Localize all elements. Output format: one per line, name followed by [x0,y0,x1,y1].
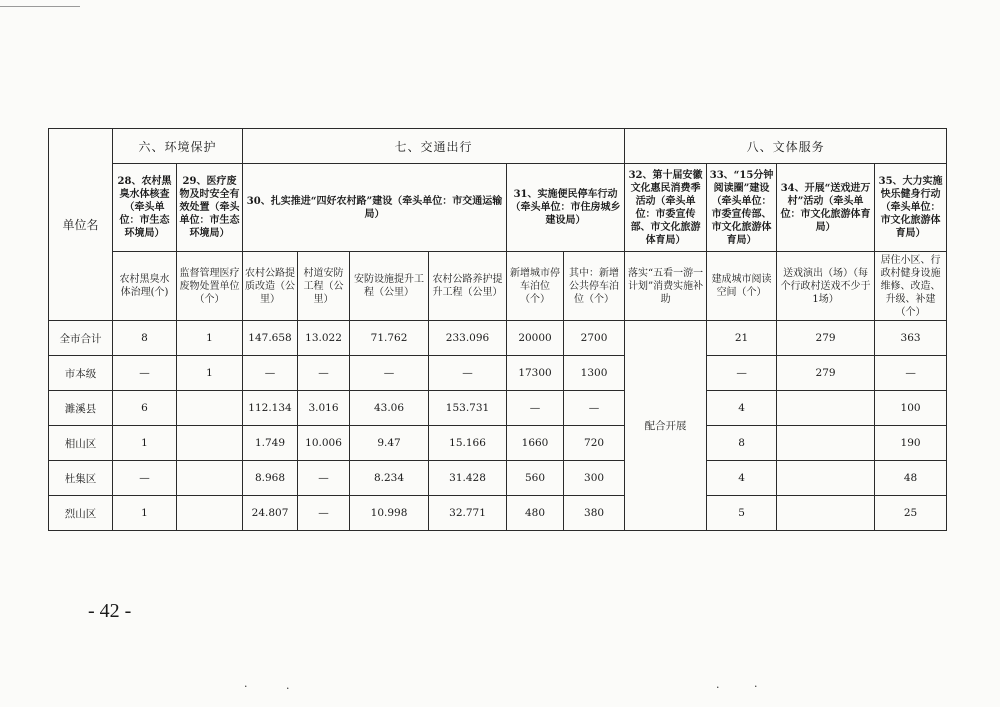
table-cell [777,461,875,496]
table-row [49,321,947,356]
table-cell [777,391,875,426]
table-cell: 17300 [507,356,564,391]
table-cell: 32.771 [429,496,507,531]
table-cell: — [875,356,947,391]
category-culture: 八、文体服务 [625,129,947,164]
table-cell: 6 [113,391,177,426]
table-cell: 8 [707,426,777,461]
page-number: - 42 - [88,600,132,622]
table-cell: 2700 [564,321,625,356]
table-cell [177,391,243,426]
table-cell: 363 [875,321,947,356]
table-cell: 1.749 [243,426,298,461]
scan-speck: · [286,682,290,695]
task-header-row [49,164,947,252]
table-cell: 279 [777,356,875,391]
scan-speck: · [754,680,758,693]
row-label: 烈山区 [49,496,113,531]
table-row [49,391,947,426]
category-environment: 六、环境保护 [113,129,243,164]
indicator-header: 农村黑臭水体治理(个) [113,252,177,321]
table-cell: 279 [777,321,875,356]
table-cell: 48 [875,461,947,496]
table-row [49,496,947,531]
row-label: 全市合计 [49,321,113,356]
scan-speck: · [244,680,248,693]
table-cell: 480 [507,496,564,531]
table-cell: 100 [875,391,947,426]
top-rule [0,6,80,7]
table-cell: 24.807 [243,496,298,531]
row-label: 相山区 [49,426,113,461]
indicator-header: 建成城市阅读空间（个） [707,252,777,321]
indicator-header: 农村公路养护提升工程（公里） [429,252,507,321]
table-cell: 112.134 [243,391,298,426]
table-cell: 10.998 [350,496,429,531]
table-cell: 1 [177,356,243,391]
table-cell: — [243,356,298,391]
table-cell: — [707,356,777,391]
unit-column-header: 单位名 [49,129,113,321]
indicator-header: 安防设施提升工程（公里） [350,252,429,321]
table-cell: — [113,356,177,391]
table-cell: 147.658 [243,321,298,356]
row-label: 市本级 [49,356,113,391]
merged-note-cell: 配合开展 [625,321,707,531]
table-cell: — [298,356,350,391]
table-cell [777,426,875,461]
table-cell: — [350,356,429,391]
table-cell [777,496,875,531]
table-cell [177,496,243,531]
table-cell: 8.234 [350,461,429,496]
table-cell: 380 [564,496,625,531]
table-cell: 5 [707,496,777,531]
table-cell: 1 [113,426,177,461]
row-label: 濉溪县 [49,391,113,426]
table-cell: 10.006 [298,426,350,461]
table-cell: — [507,391,564,426]
table-cell: 43.06 [350,391,429,426]
indicator-header: 其中：新增公共停车泊位（个） [564,252,625,321]
indicator-header: 送戏演出（场）（每个行政村送戏不少于1场） [777,252,875,321]
table-cell [177,426,243,461]
table-cell: 15.166 [429,426,507,461]
row-label: 杜集区 [49,461,113,496]
table-cell: 21 [707,321,777,356]
task-34: 34、开展“送戏进万村”活动（牵头单位：市文化旅游体育局） [777,164,875,252]
table-row [49,356,947,391]
table-cell: — [429,356,507,391]
table-cell: — [564,391,625,426]
table-cell: 20000 [507,321,564,356]
task-30: 30、扎实推进“四好农村路”建设（牵头单位：市交通运输局） [243,164,507,252]
indicator-header: 农村公路提质改造（公里） [243,252,298,321]
statistics-table [48,128,947,531]
task-29: 29、医疗废物及时安全有效处置（牵头单位：市生态环境局） [177,164,243,252]
task-31: 31、实施便民停车行动（牵头单位：市住房城乡建设局） [507,164,625,252]
category-transport: 七、交通出行 [243,129,625,164]
table-cell: 8.968 [243,461,298,496]
table-cell: 1 [177,321,243,356]
indicator-header: 落实“五看一游一计划”消费实施补助 [625,252,707,321]
indicator-header: 居住小区、行政村健身设施维修、改造、升级、补建（个） [875,252,947,321]
table-cell: 4 [707,391,777,426]
table-cell: 31.428 [429,461,507,496]
table-cell: 3.016 [298,391,350,426]
table-cell: 1 [113,496,177,531]
table-cell: 25 [875,496,947,531]
table-row [49,426,947,461]
table-cell: — [298,461,350,496]
indicator-header-row [49,252,947,321]
indicator-header: 监督管理医疗废物处置单位（个） [177,252,243,321]
table-cell: — [298,496,350,531]
task-33: 33、“15分钟阅读圈”建设（牵头单位：市委宣传部、市文化旅游体育局） [707,164,777,252]
scan-speck: · [716,681,720,694]
table-cell: 300 [564,461,625,496]
table-cell: 71.762 [350,321,429,356]
table-cell: 233.096 [429,321,507,356]
table-cell: — [113,461,177,496]
indicator-header: 村道安防工程（公里） [298,252,350,321]
category-header-row [49,129,947,164]
table-cell: 153.731 [429,391,507,426]
task-32: 32、第十届安徽文化惠民消费季活动（牵头单位：市委宣传部、市文化旅游体育局） [625,164,707,252]
table-cell: 1660 [507,426,564,461]
table-cell: 560 [507,461,564,496]
table-cell: 9.47 [350,426,429,461]
table-cell: 8 [113,321,177,356]
task-28: 28、农村黑臭水体核查（牵头单位：市生态环境局） [113,164,177,252]
task-35: 35、大力实施快乐健身行动（牵头单位：市文化旅游体育局） [875,164,947,252]
indicator-header: 新增城市停车泊位（个） [507,252,564,321]
table-cell: 13.022 [298,321,350,356]
table-row [49,461,947,496]
table-cell [177,461,243,496]
table-cell: 4 [707,461,777,496]
table-cell: 1300 [564,356,625,391]
table-cell: 190 [875,426,947,461]
table-cell: 720 [564,426,625,461]
